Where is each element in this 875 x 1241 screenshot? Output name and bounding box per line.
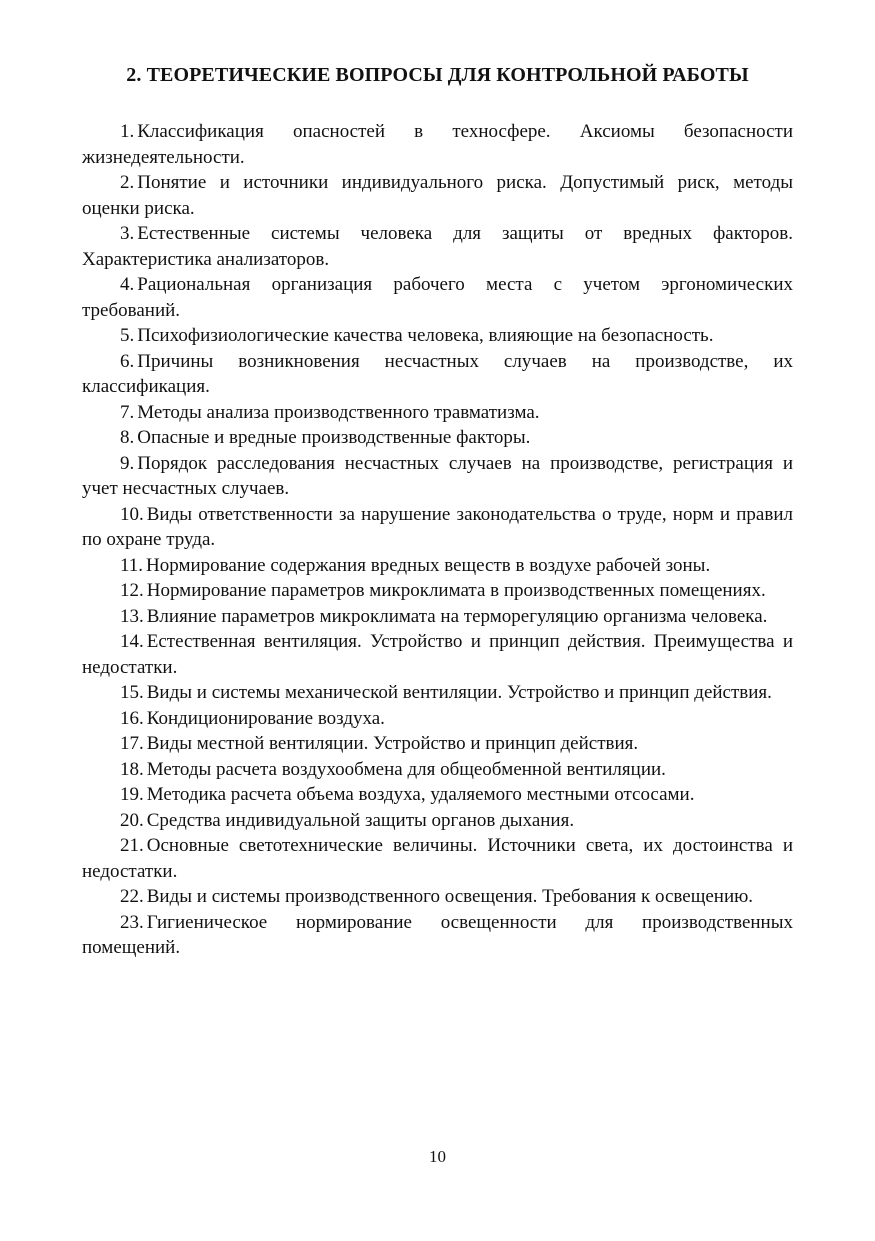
question-text: Естественные системы человека для защиты от вредных факторов. Характеристика анализаторов.: [82, 223, 793, 270]
question-item: [82, 272, 793, 323]
question-number: 9.: [120, 452, 135, 474]
question-item: [82, 502, 793, 553]
question-text: Кондиционирование воздуха.: [146, 707, 385, 729]
question-text: Влияние параметров микроклимата на терморегуляцию организма человека.: [146, 605, 768, 627]
question-item: [82, 553, 793, 579]
question-item: [82, 731, 793, 757]
question-number: 18.: [120, 758, 144, 780]
question-item: [82, 706, 793, 732]
question-text: Методика расчета объема воздуха, удаляемого местными отсосами.: [146, 784, 695, 805]
question-item: [82, 833, 793, 884]
question-item: [82, 680, 793, 706]
question-item: [82, 757, 793, 783]
page-number: 10: [429, 1147, 446, 1166]
question-item: [82, 349, 793, 400]
question-text: Порядок расследования несчастных случаев на производстве, регистрация и учет несчастных случаев.: [82, 452, 793, 499]
question-text: Причины возникновения несчастных случаев на производстве, их классификация.: [82, 350, 793, 397]
question-text: Виды местной вентиляции. Устройство и принцип действия.: [146, 733, 639, 754]
question-item: [82, 323, 793, 349]
section-heading: 2. ТЕОРЕТИЧЕСКИЕ ВОПРОСЫ ДЛЯ КОНТРОЛЬНОЙ РАБОТЫ: [126, 64, 749, 86]
question-item: [82, 221, 793, 272]
question-item: [82, 425, 793, 451]
question-number: 21.: [120, 835, 144, 856]
question-item: [82, 808, 793, 834]
question-number: 17.: [120, 733, 144, 754]
question-item: [82, 400, 793, 426]
question-number: 13.: [120, 605, 144, 627]
question-item: [82, 910, 793, 961]
question-item: [82, 629, 793, 680]
question-text: Виды ответственности за нарушение законодательства о труде, норм и правил по охране труда.: [82, 503, 793, 550]
question-number: 7.: [120, 401, 135, 423]
question-text: Опасные и вредные производственные факторы.: [137, 427, 531, 448]
question-item: [82, 782, 793, 808]
question-number: 14.: [120, 631, 144, 652]
question-number: 6.: [120, 350, 135, 372]
question-number: 1.: [120, 121, 135, 142]
question-number: 16.: [120, 707, 144, 729]
question-number: 10.: [120, 503, 144, 525]
question-number: 11.: [120, 554, 144, 576]
question-number: 15.: [120, 682, 144, 703]
question-text: Нормирование параметров микроклимата в производственных помещениях.: [146, 580, 766, 601]
question-text: Средства индивидуальной защиты органов дыхания.: [146, 809, 575, 831]
question-item: [82, 170, 793, 221]
question-text: Гигиеническое нормирование освещенности для производственных помещений.: [82, 911, 793, 958]
question-text: Классификация опасностей в техносфере. Аксиомы безопасности жизнедеятельности.: [82, 121, 793, 168]
question-number: 8.: [120, 427, 135, 448]
questions-list: [82, 119, 793, 961]
question-item: [82, 451, 793, 502]
question-number: 23.: [120, 911, 144, 933]
question-number: 2.: [120, 172, 135, 193]
question-number: 19.: [120, 784, 144, 805]
question-number: 4.: [120, 274, 135, 295]
question-item: [82, 119, 793, 170]
question-item: [82, 578, 793, 604]
question-item: [82, 884, 793, 910]
question-text: Виды и системы производственного освещения. Требования к освещению.: [146, 886, 754, 907]
question-text: Методы анализа производственного травматизма.: [137, 401, 540, 423]
question-text: Нормирование содержания вредных веществ в воздухе рабочей зоны.: [146, 554, 711, 576]
question-text: Естественная вентиляция. Устройство и принцип действия. Преимущества и недостатки.: [82, 631, 793, 678]
question-number: 3.: [120, 223, 135, 244]
question-text: Рациональная организация рабочего места с учетом эргономических требований.: [82, 274, 793, 321]
question-text: Основные светотехнические величины. Источники света, их достоинства и недостатки.: [82, 835, 793, 882]
question-text: Психофизиологические качества человека, влияющие на безопасность.: [137, 325, 714, 346]
question-text: Методы расчета воздухообмена для общеобменной вентиляции.: [146, 758, 666, 780]
question-text: Понятие и источники индивидуального риска. Допустимый риск, методы оценки риска.: [82, 172, 793, 219]
question-number: 22.: [120, 886, 144, 907]
question-item: [82, 604, 793, 630]
question-text: Виды и системы механической вентиляции. Устройство и принцип действия.: [146, 682, 772, 703]
question-number: 5.: [120, 325, 135, 346]
question-number: 12.: [120, 580, 144, 601]
question-number: 20.: [120, 809, 144, 831]
